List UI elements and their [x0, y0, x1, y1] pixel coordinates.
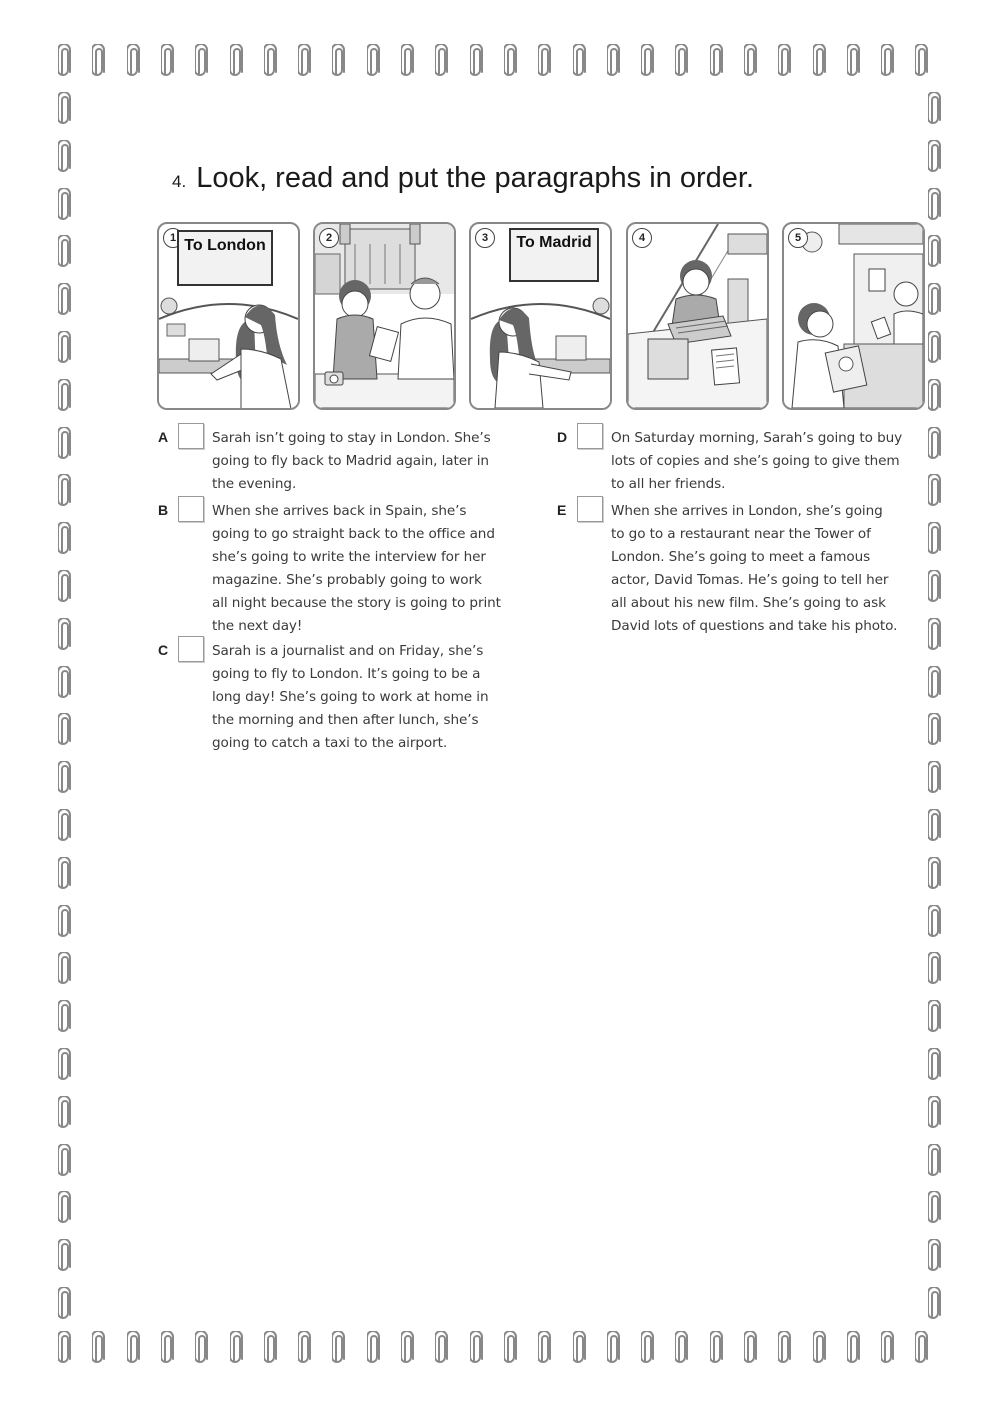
paragraph-text: Sarah is a journalist and on Friday, she’s going to fly to London. It’s going to be a long day! She’s going to work at home in the morning and then after lunch, she’s going to catch a taxi to the airport. [212, 643, 489, 751]
paperclip-icon [928, 235, 942, 269]
paperclip-icon [928, 140, 942, 174]
interview-illustration [315, 224, 454, 408]
picture-2 [313, 222, 456, 410]
paperclip-icon [58, 1331, 72, 1365]
paperclip-icon [58, 1048, 72, 1082]
office-illustration [628, 224, 767, 408]
paperclip-icon [58, 379, 72, 413]
paperclip-icon [127, 44, 141, 78]
paperclip-icon [881, 1331, 895, 1365]
paperclip-icon [58, 666, 72, 700]
paperclip-icon [401, 1331, 415, 1365]
paperclip-icon [928, 618, 942, 652]
paperclip-icon [928, 905, 942, 939]
paperclip-icon [928, 713, 942, 747]
paperclip-icon [928, 1191, 942, 1225]
paperclip-icon [298, 1331, 312, 1365]
paperclip-icon [928, 331, 942, 365]
sign-to-madrid [509, 228, 599, 282]
paperclip-icon [928, 666, 942, 700]
paperclip-icon [58, 570, 72, 604]
paperclip-icon [58, 618, 72, 652]
paperclip-icon [744, 44, 758, 78]
paperclip-icon [928, 474, 942, 508]
answer-box-c[interactable] [178, 636, 204, 662]
paperclip-icon [928, 92, 942, 126]
paperclip-icon [928, 761, 942, 795]
paperclip-icon [928, 188, 942, 222]
paperclip-icon [928, 570, 942, 604]
paperclip-icon [58, 713, 72, 747]
paperclip-icon [778, 1331, 792, 1365]
paperclip-icon [58, 905, 72, 939]
picture-number: 5 [788, 228, 808, 248]
paperclip-icon [58, 522, 72, 556]
paperclip-icon [435, 44, 449, 78]
paperclip-icon [928, 857, 942, 891]
exercise-number: 4. [172, 172, 187, 191]
paperclip-icon [915, 1331, 929, 1365]
paperclip-icon [58, 140, 72, 174]
picture-1 [157, 222, 300, 410]
picture-number: 3 [475, 228, 495, 248]
paperclip-icon [641, 1331, 655, 1365]
paperclip-icon [58, 1239, 72, 1273]
paperclip-icon [58, 1000, 72, 1034]
paperclip-icon [58, 952, 72, 986]
picture-number: 1 [163, 228, 183, 248]
paperclip-icon [573, 44, 587, 78]
paragraph-text: When she arrives back in Spain, she’s going to go straight back to the office and she’s going to write the interview for her magazine. She’s probably going to work all night because the story is going to print the next day! [212, 503, 501, 634]
paperclip-icon [58, 283, 72, 317]
paperclip-icon [928, 1096, 942, 1130]
exercise-instruction: Look, read and put the paragraphs in order. [196, 162, 755, 194]
paperclip-icon [573, 1331, 587, 1365]
paperclip-icon [710, 44, 724, 78]
paperclip-icon [401, 44, 415, 78]
paperclip-icon [607, 1331, 621, 1365]
paperclip-icon [58, 1096, 72, 1130]
paperclip-icon [744, 1331, 758, 1365]
picture-number: 4 [632, 228, 652, 248]
paperclip-icon [928, 1048, 942, 1082]
paperclip-icon [778, 44, 792, 78]
paperclip-icon [504, 1331, 518, 1365]
paperclip-icon [928, 1287, 942, 1321]
paragraph-letter: D [557, 429, 568, 445]
newsstand-illustration [784, 224, 923, 408]
sign-text: To Madrid [516, 234, 592, 251]
paperclip-icon [813, 1331, 827, 1365]
paperclip-icon [470, 1331, 484, 1365]
paperclip-icon [538, 44, 552, 78]
paperclip-icon [298, 44, 312, 78]
picture-3 [469, 222, 612, 410]
paperclip-icon [92, 1331, 106, 1365]
picture-4 [626, 222, 769, 410]
paperclip-icon [675, 44, 689, 78]
paperclip-icon [847, 44, 861, 78]
answer-box-b[interactable] [178, 496, 204, 522]
paperclip-icon [928, 1144, 942, 1178]
paperclip-icon [58, 235, 72, 269]
answer-box-e[interactable] [577, 496, 603, 522]
paperclip-icon [264, 44, 278, 78]
paperclip-icon [58, 1191, 72, 1225]
paperclip-icon [504, 44, 518, 78]
paragraph-letter: A [158, 429, 169, 445]
paperclip-icon [367, 44, 381, 78]
paperclip-icon [161, 44, 175, 78]
paperclip-icon [58, 857, 72, 891]
paperclip-icon [332, 1331, 346, 1365]
paperclip-icon [127, 1331, 141, 1365]
paperclip-icon [58, 1144, 72, 1178]
paperclip-icon [230, 1331, 244, 1365]
picture-number: 2 [319, 228, 339, 248]
paperclip-icon [813, 44, 827, 78]
sign-to-london [177, 230, 273, 286]
exercise-title [172, 162, 754, 195]
paperclip-icon [195, 44, 209, 78]
paperclip-icon [58, 44, 72, 78]
paperclip-icon [928, 809, 942, 843]
paperclip-icon [928, 427, 942, 461]
paperclip-icon [58, 331, 72, 365]
paragraph-text: On Saturday morning, Sarah’s going to buy lots of copies and she’s going to give them to all her friends. [611, 430, 903, 492]
paperclip-icon [230, 44, 244, 78]
paperclip-icon [470, 44, 484, 78]
paperclip-icon [928, 283, 942, 317]
paperclip-icon [538, 1331, 552, 1365]
paragraph-text: When she arrives in London, she’s going to go to a restaurant near the Tower of London. She’s going to meet a famous actor, David Tomas. He’s going to tell her all about his new film. She’s going to ask David lots of questions and take his photo. [611, 503, 898, 634]
sign-text: To London [184, 237, 266, 254]
answer-box-d[interactable] [577, 423, 603, 449]
paragraph-letter: B [158, 502, 169, 518]
picture-5 [782, 222, 925, 410]
paperclip-icon [928, 1239, 942, 1273]
paperclip-icon [675, 1331, 689, 1365]
answer-box-a[interactable] [178, 423, 204, 449]
paperclip-icon [847, 1331, 861, 1365]
paperclip-icon [58, 1287, 72, 1321]
paperclip-icon [58, 92, 72, 126]
paperclip-icon [928, 952, 942, 986]
paperclip-icon [915, 44, 929, 78]
paperclip-icon [264, 1331, 278, 1365]
paragraph-text: Sarah isn’t going to stay in London. She’s going to fly back to Madrid again, later in the evening. [212, 430, 491, 492]
paperclip-icon [928, 379, 942, 413]
paperclip-icon [928, 522, 942, 556]
paperclip-icon [58, 188, 72, 222]
paperclip-icon [367, 1331, 381, 1365]
paperclip-icon [161, 1331, 175, 1365]
paperclip-icon [58, 761, 72, 795]
paperclip-icon [332, 44, 346, 78]
paperclip-icon [607, 44, 621, 78]
paperclip-icon [710, 1331, 724, 1365]
paperclip-icon [928, 1000, 942, 1034]
paperclip-icon [435, 1331, 449, 1365]
paperclip-icon [881, 44, 895, 78]
paperclip-icon [58, 474, 72, 508]
paperclip-icon [195, 1331, 209, 1365]
paperclip-icon [58, 809, 72, 843]
paragraph-letter: E [557, 502, 567, 518]
paperclip-icon [641, 44, 655, 78]
paragraph-letter: C [158, 642, 169, 658]
paperclip-icon [92, 44, 106, 78]
paperclip-icon [58, 427, 72, 461]
